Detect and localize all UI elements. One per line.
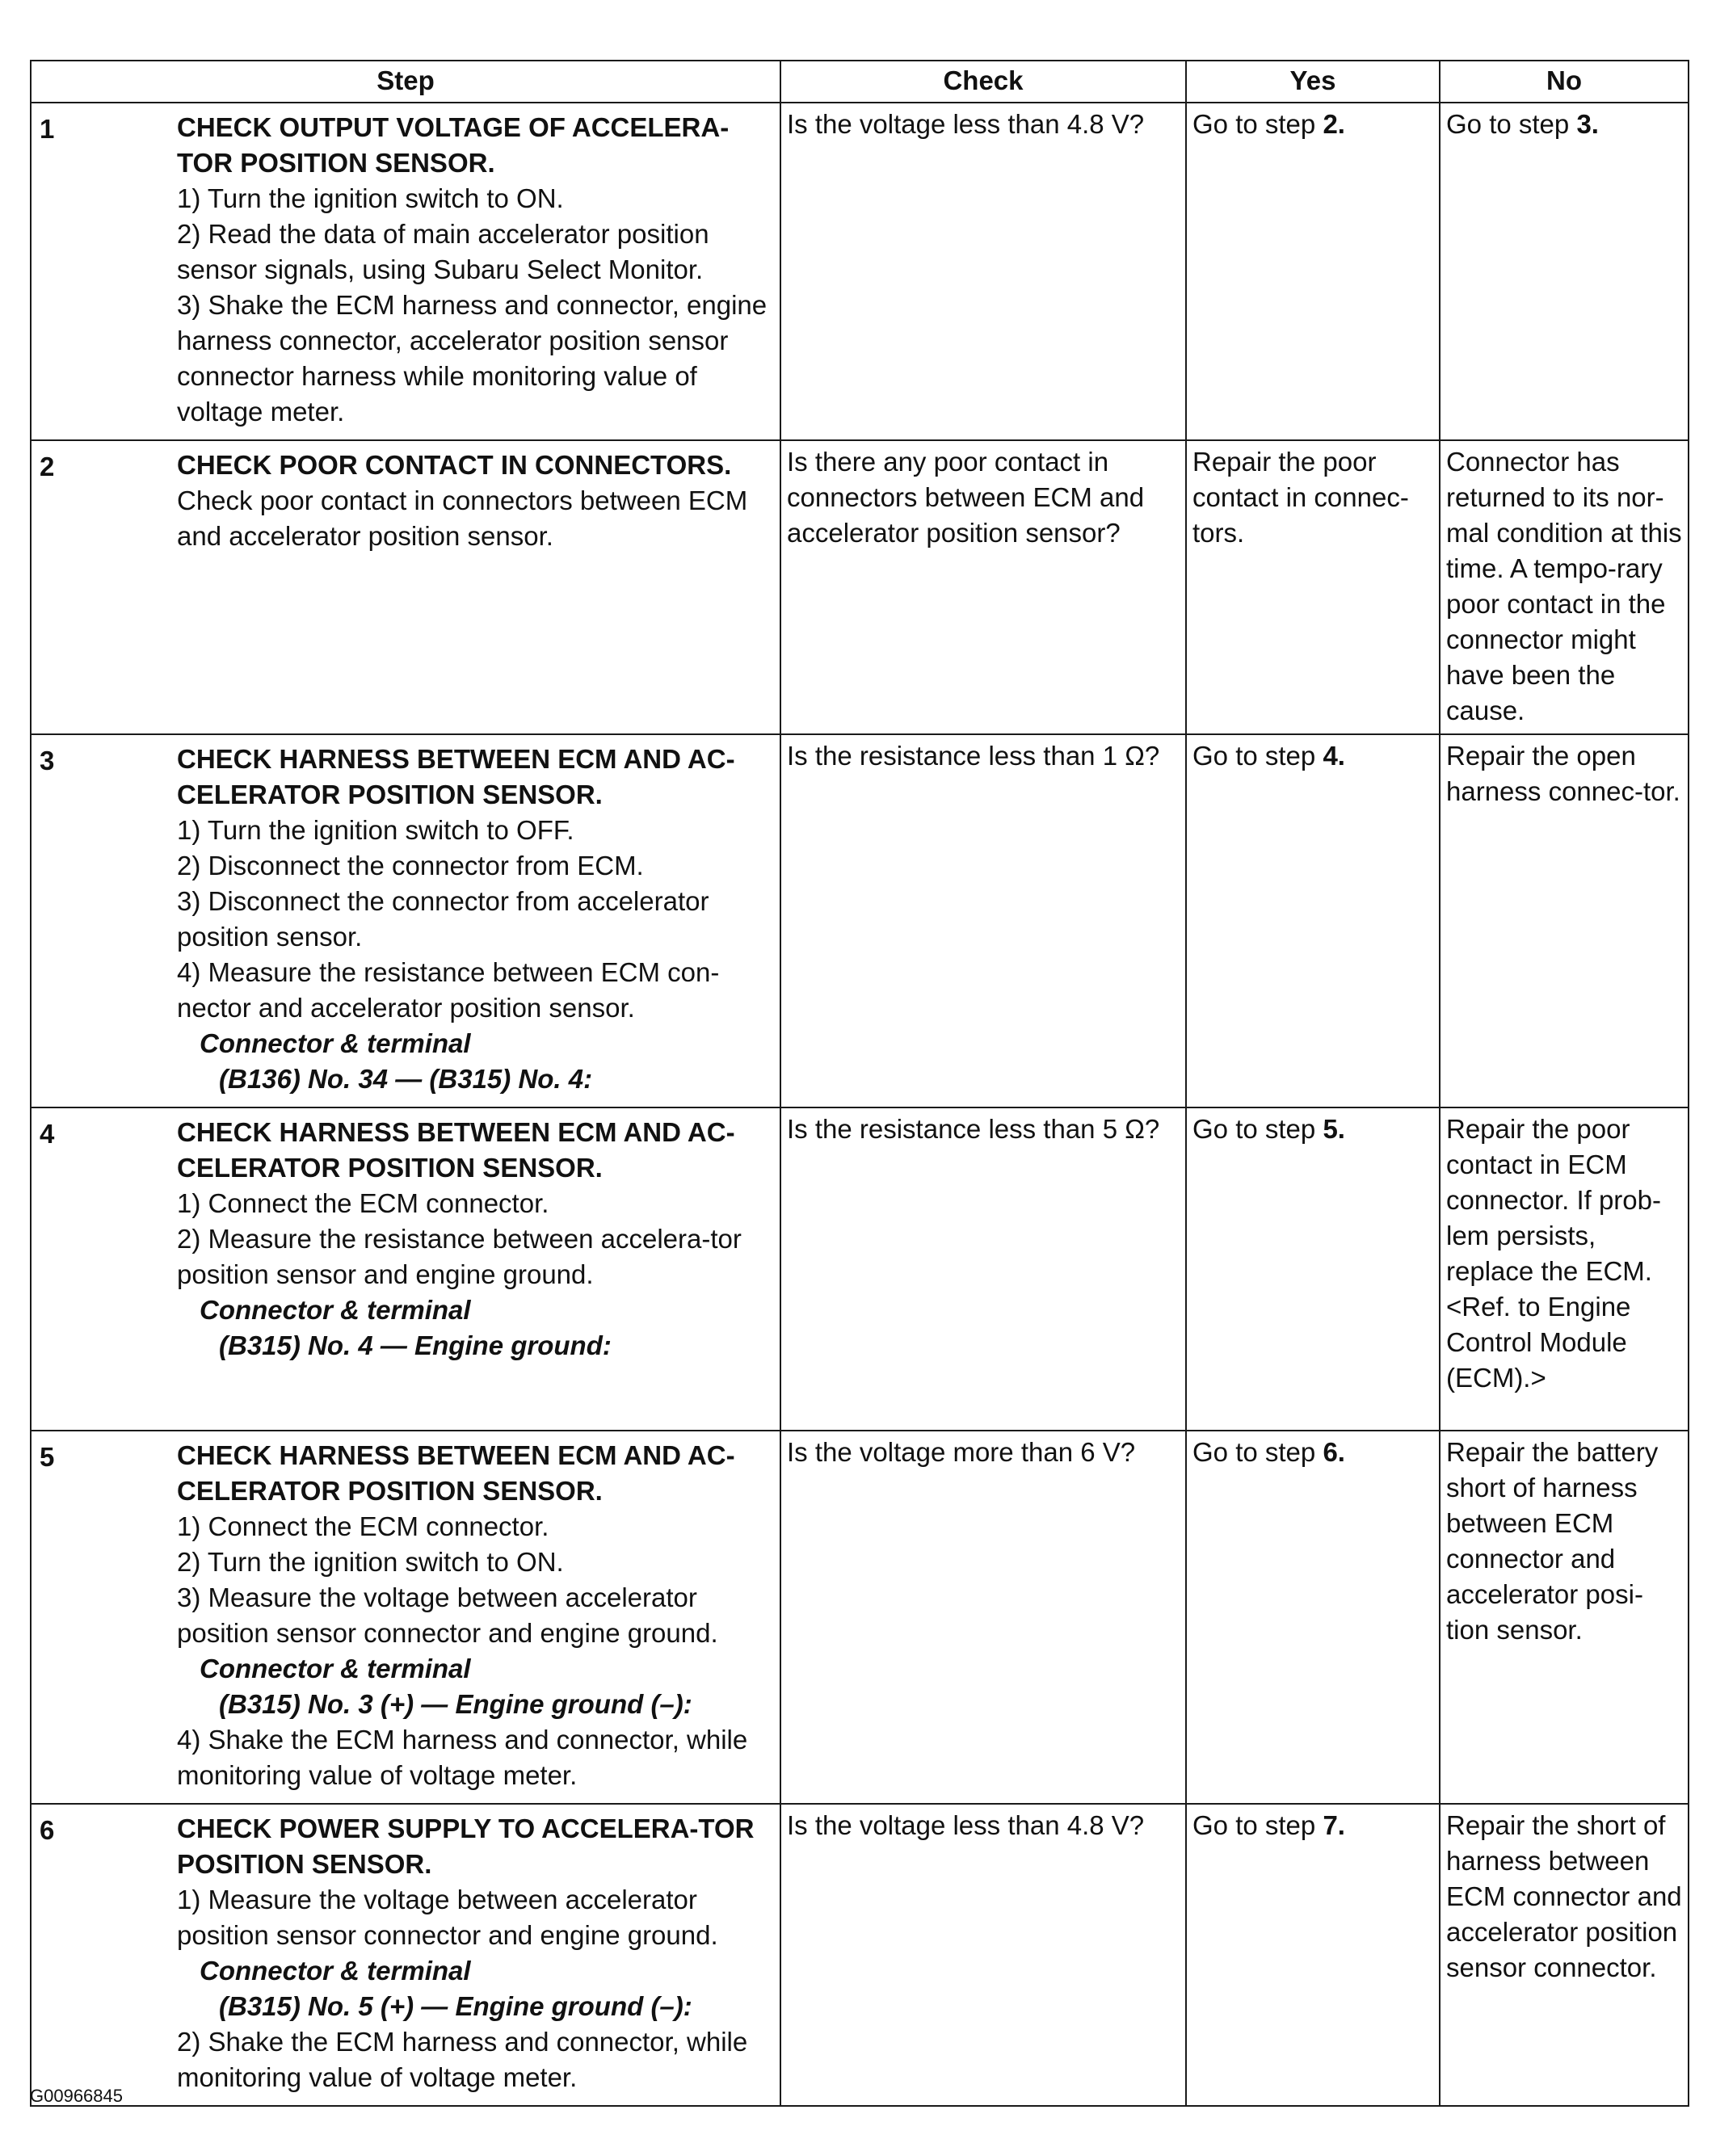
check-cell: Is there any poor contact in connectors between ECM and accelerator position sensor? xyxy=(780,440,1186,734)
connector-label: Connector & terminal xyxy=(200,1654,471,1683)
check-cell: Is the voltage less than 4.8 V? xyxy=(780,103,1186,440)
no-text: Go to step xyxy=(1446,109,1577,139)
yes-text: Go to step xyxy=(1192,1437,1323,1467)
step-instruction: 1) Connect the ECM connector. xyxy=(177,1188,549,1218)
step-instruction: 2) Turn the ignition switch to ON. xyxy=(177,1547,564,1577)
step-title: CHECK POWER SUPPLY TO ACCELERA-TOR POSITION SENSOR. xyxy=(177,1813,755,1879)
step-cell xyxy=(31,1107,780,1431)
step-instruction: 1) Connect the ECM connector. xyxy=(177,1511,549,1541)
step-body xyxy=(177,1435,774,1798)
yes-cell: Repair the poor contact in connec-tors. xyxy=(1186,440,1440,734)
table-row xyxy=(31,103,1689,440)
yes-cell xyxy=(1186,1804,1440,2106)
step-number: 3 xyxy=(40,746,55,775)
step-number: 6 xyxy=(40,1815,55,1845)
yes-cell xyxy=(1186,1431,1440,1804)
header-check: Check xyxy=(780,61,1186,103)
no-cell: Repair the poor contact in ECM connector. If prob-lem persists, replace the ECM. <Ref. to Engine Control Module (ECM).> xyxy=(1440,1107,1689,1431)
no-cell: Repair the open harness connec-tor. xyxy=(1440,734,1689,1107)
yes-step-ref: 4. xyxy=(1323,741,1345,771)
check-cell: Is the resistance less than 5 Ω? xyxy=(780,1107,1186,1431)
diagnostic-table xyxy=(30,60,1689,2107)
step-instruction: 1) Measure the voltage between accelerator position sensor connector and engine ground. xyxy=(177,1885,718,1950)
table-row xyxy=(31,1431,1689,1804)
yes-text: Go to step xyxy=(1192,741,1323,771)
step-cell xyxy=(31,734,780,1107)
table-row xyxy=(31,440,1689,734)
table-row xyxy=(31,1804,1689,2106)
check-cell: Is the voltage more than 6 V? xyxy=(780,1431,1186,1804)
yes-text: Go to step xyxy=(1192,109,1323,139)
step-instruction: 4) Shake the ECM harness and connector, while monitoring value of voltage meter. xyxy=(177,1725,748,1790)
no-cell: Repair the battery short of harness between ECM connector and accelerator posi-tion sensor. xyxy=(1440,1431,1689,1804)
step-instruction: 3) Shake the ECM harness and connector, engine harness connector, accelerator position sensor connector harness while monitoring value of voltage meter. xyxy=(177,290,768,427)
yes-cell xyxy=(1186,1107,1440,1431)
header-yes: Yes xyxy=(1186,61,1440,103)
yes-text: Go to step xyxy=(1192,1810,1323,1840)
step-body xyxy=(177,107,774,435)
connector-label: Connector & terminal xyxy=(200,1956,471,1986)
step-number: 4 xyxy=(40,1119,55,1149)
no-cell: Repair the short of harness between ECM connector and accelerator position sensor connector. xyxy=(1440,1804,1689,2106)
step-title: CHECK POOR CONTACT IN CONNECTORS. xyxy=(177,450,732,480)
step-title: CHECK HARNESS BETWEEN ECM AND AC-CELERATOR POSITION SENSOR. xyxy=(177,1440,735,1506)
yes-step-ref: 5. xyxy=(1323,1114,1345,1144)
step-cell xyxy=(31,1804,780,2106)
step-instruction: 3) Disconnect the connector from accelerator position sensor. xyxy=(177,886,709,952)
yes-text: Go to step xyxy=(1192,1114,1323,1144)
step-instruction: 3) Measure the voltage between accelerator position sensor connector and engine ground. xyxy=(177,1582,718,1648)
yes-cell xyxy=(1186,734,1440,1107)
check-cell: Is the resistance less than 1 Ω? xyxy=(780,734,1186,1107)
connector-terminal: (B315) No. 4 — Engine ground: xyxy=(219,1330,612,1360)
yes-step-ref: 7. xyxy=(1323,1810,1345,1840)
step-title: CHECK HARNESS BETWEEN ECM AND AC-CELERATOR POSITION SENSOR. xyxy=(177,1117,735,1183)
step-number: 5 xyxy=(40,1442,55,1472)
step-number: 2 xyxy=(40,452,55,481)
yes-step-ref: 2. xyxy=(1323,109,1345,139)
step-title: CHECK OUTPUT VOLTAGE OF ACCELERA-TOR POSITION SENSOR. xyxy=(177,112,730,178)
yes-step-ref: 6. xyxy=(1323,1437,1345,1467)
check-cell: Is the voltage less than 4.8 V? xyxy=(780,1804,1186,2106)
step-instruction: 4) Measure the resistance between ECM con-nector and accelerator position sensor. xyxy=(177,957,720,1023)
connector-terminal: (B315) No. 5 (+) — Engine ground (–): xyxy=(219,1991,692,2021)
step-body xyxy=(177,1808,774,2100)
connector-label: Connector & terminal xyxy=(200,1295,471,1325)
step-instruction: 2) Read the data of main accelerator position sensor signals, using Subaru Select Monitor. xyxy=(177,219,709,284)
step-body xyxy=(177,738,774,1102)
header-row xyxy=(31,61,1689,103)
step-cell xyxy=(31,103,780,440)
table-row xyxy=(31,1107,1689,1431)
step-instruction: 1) Turn the ignition switch to ON. xyxy=(177,183,564,213)
figure-code: G00966845 xyxy=(30,2086,123,2106)
no-cell xyxy=(1440,103,1689,440)
connector-label: Connector & terminal xyxy=(200,1028,471,1058)
step-title: CHECK HARNESS BETWEEN ECM AND AC-CELERATOR POSITION SENSOR. xyxy=(177,744,735,809)
step-instruction: 1) Turn the ignition switch to OFF. xyxy=(177,815,574,845)
header-no: No xyxy=(1440,61,1689,103)
step-instruction: 2) Measure the resistance between accelera-tor position sensor and engine ground. xyxy=(177,1224,742,1289)
step-number: 1 xyxy=(40,114,55,144)
step-cell xyxy=(31,1431,780,1804)
step-body xyxy=(177,444,774,559)
header-step: Step xyxy=(31,61,780,103)
step-instruction: 2) Shake the ECM harness and connector, while monitoring value of voltage meter. xyxy=(177,2027,748,2092)
connector-terminal: (B315) No. 3 (+) — Engine ground (–): xyxy=(219,1689,692,1719)
table-row xyxy=(31,734,1689,1107)
no-step-ref: 3. xyxy=(1576,109,1599,139)
no-cell: Connector has returned to its nor-mal condition at this time. A tempo-rary poor contact in the connector might have been the cause. xyxy=(1440,440,1689,734)
step-cell xyxy=(31,440,780,734)
connector-terminal: (B136) No. 34 — (B315) No. 4: xyxy=(219,1064,593,1094)
step-instruction: Check poor contact in connectors between ECM and accelerator position sensor. xyxy=(177,485,748,551)
step-body xyxy=(177,1112,774,1368)
yes-cell xyxy=(1186,103,1440,440)
step-instruction: 2) Disconnect the connector from ECM. xyxy=(177,851,644,880)
